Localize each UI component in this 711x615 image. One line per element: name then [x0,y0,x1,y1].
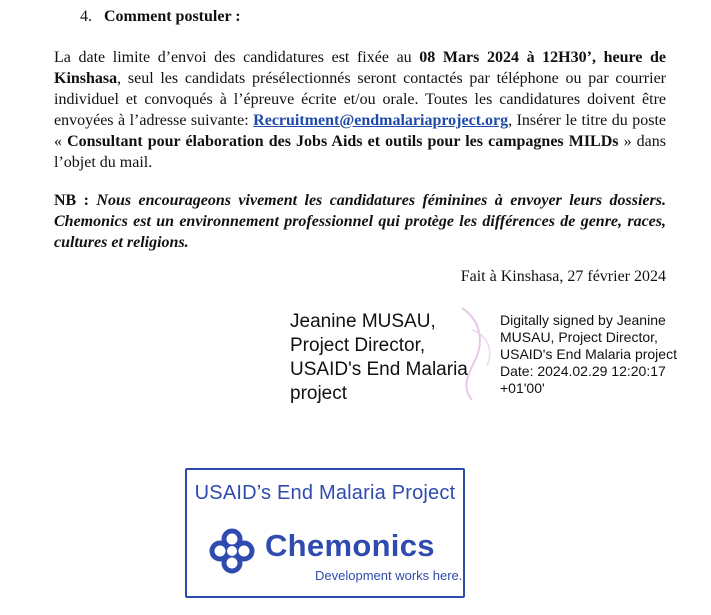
signatory-line: project [290,383,348,404]
signatory-line: Project Director, [290,335,426,356]
paragraph-text: » dans l’objet du mail. [54,133,667,171]
application-paragraph [54,47,666,173]
paragraph-text: La date limite d’envoi des candidatures est fixée au [54,49,420,66]
digital-signature-details [500,312,710,397]
section-title: Comment postuler : [104,8,241,25]
nb-text: Nous encourageons vivement les candidatures féminines à envoyer leurs dossiers. Chemonics est un environnement professionnel qui protège les différences de genre, races, cultures et religions. [54,192,666,251]
stamp-brand: Chemonics [265,528,435,563]
section-number: 4. [80,8,92,25]
chemonics-logo-icon [207,526,257,576]
stamp-tagline: Development works here. [315,568,463,583]
post-title-text: Consultant pour élaboration des Jobs Aids et outils pour les campagnes MILDs [67,133,619,150]
signature-detail-line: MUSAU, Project Director, [500,329,658,345]
email-link[interactable]: Recruitment@endmalariaproject.org [253,112,509,129]
signatory-name-block [290,310,490,406]
place-date: Fait à Kinshasa, 27 février 2024 [460,268,666,285]
signature-detail-line: +01'00' [500,380,545,396]
paragraph-text: , Insérer le titre du poste « [54,112,666,150]
organization-stamp [185,468,465,598]
section-heading [80,8,241,26]
stamp-title: USAID’s End Malaria Project [194,482,456,504]
signature-detail-line: Date: 2024.02.29 12:20:17 [500,363,666,379]
nb-paragraph [54,190,666,253]
signatory-line: USAID's End Malaria [290,359,468,380]
paragraph-text: , seul les candidats présélectionnés seront contactés par téléphone ou par courrier individuel et convoqués à l’épreuve écrite et/ou orale. Toutes les candidatures doivent être envoyées à l’adresse suivante: [54,70,666,129]
nb-label: NB : [54,192,97,209]
signature-detail-line: Digitally signed by Jeanine [500,312,666,328]
signatory-line: Jeanine MUSAU, [290,311,436,332]
deadline-text: 08 Mars 2024 à 12H30’, heure de Kinshasa [54,49,667,87]
signature-detail-line: USAID's End Malaria project [500,346,677,362]
